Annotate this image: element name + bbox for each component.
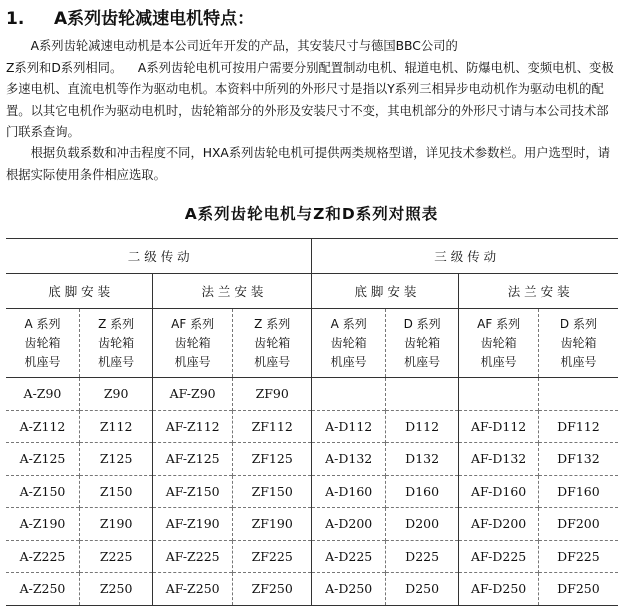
table-cell: Z250 (79, 573, 152, 606)
table-row (6, 443, 618, 476)
table-cell: AF-D250 (459, 573, 539, 606)
table-cell: Z90 (79, 378, 152, 411)
mount-header-row (6, 274, 618, 309)
table-cell: DF225 (538, 540, 618, 573)
three-stage-foot-mount-header: 底 脚 安 装 (312, 274, 459, 309)
table-cell: D225 (385, 540, 458, 573)
table-cell: ZF250 (232, 573, 312, 606)
table-cell: Z125 (79, 443, 152, 476)
table-cell: DF112 (538, 410, 618, 443)
table-cell: DF200 (538, 508, 618, 541)
column-header-8: D 系列 齿轮箱 机座号 (538, 309, 618, 378)
column-header-5: A 系列 齿轮箱 机座号 (312, 309, 385, 378)
table-title: A系列齿轮电机与Z和D系列对照表 (184, 205, 439, 223)
table-cell: AF-Z250 (153, 573, 233, 606)
column-header-2: Z 系列 齿轮箱 机座号 (79, 309, 152, 378)
table-cell: D112 (385, 410, 458, 443)
three-stage-header: 三 级 传 动 (312, 239, 618, 274)
table-cell (385, 378, 458, 411)
table-cell: A-D250 (312, 573, 385, 606)
table-cell: DF250 (538, 573, 618, 606)
intro-paragraph-2: A系列齿轮电机可按用户需要分别配置制动电机、辊道电机、防爆电机、变频电机、变极多速电机、直流电机等作为驱动电机。本资料中所列的外形尺寸是指以Y系列三相异步电动机作为驱动电机的配置。以其它电机作为驱动电机时，齿轮箱部分的外形及安装尺寸不变，其电机部分的外形尺寸请与本公司技术部门联系查询。 (6, 60, 614, 139)
table-row (6, 410, 618, 443)
section-heading (6, 4, 254, 29)
section-title: A系列齿轮减速电机特点： (54, 9, 255, 29)
table-cell: D132 (385, 443, 458, 476)
table-cell: ZF190 (232, 508, 312, 541)
table-cell: A-Z250 (6, 573, 79, 606)
table-cell: AF-Z125 (153, 443, 233, 476)
table-cell: ZF125 (232, 443, 312, 476)
table-cell: Z225 (79, 540, 152, 573)
table-row (6, 540, 618, 573)
table-cell: ZF90 (232, 378, 312, 411)
table-cell: Z112 (79, 410, 152, 443)
table-cell: A-Z225 (6, 540, 79, 573)
table-cell: A-D160 (312, 475, 385, 508)
table-cell: AF-D132 (459, 443, 539, 476)
table-cell: ZF225 (232, 540, 312, 573)
comparison-table (6, 238, 618, 606)
table-cell: ZF112 (232, 410, 312, 443)
table-cell: AF-Z225 (153, 540, 233, 573)
section-number: 1. (6, 9, 25, 29)
table-cell: A-Z150 (6, 475, 79, 508)
table-cell: A-D112 (312, 410, 385, 443)
column-header-6: D 系列 齿轮箱 机座号 (385, 309, 458, 378)
table-cell: A-D132 (312, 443, 385, 476)
column-header-4: Z 系列 齿轮箱 机座号 (232, 309, 312, 378)
table-cell: AF-Z190 (153, 508, 233, 541)
table-cell: D200 (385, 508, 458, 541)
intro-paragraph-1-line-1: A系列齿轮减速电动机是本公司近年开发的产品，其安装尺寸与德国BBC公司的 (30, 39, 458, 53)
table-cell: AF-Z90 (153, 378, 233, 411)
table-cell: A-Z125 (6, 443, 79, 476)
table-cell: AF-D225 (459, 540, 539, 573)
table-row (6, 573, 618, 606)
table-cell (459, 378, 539, 411)
column-header-row (6, 309, 618, 378)
table-cell (538, 378, 618, 411)
intro-paragraph-3: 根据负载系数和冲击程度不同，HXA系列齿轮电机可提供两类规格型谱，详见技术参数栏。用户选型时，请根据实际使用条件相应选取。 (6, 146, 611, 182)
table-cell: DF132 (538, 443, 618, 476)
three-stage-flange-mount-header: 法 兰 安 装 (459, 274, 618, 309)
table-cell: A-D225 (312, 540, 385, 573)
table-cell: D160 (385, 475, 458, 508)
stage-header-row (6, 239, 618, 274)
table-cell: AF-D160 (459, 475, 539, 508)
column-header-1: A 系列 齿轮箱 机座号 (6, 309, 79, 378)
column-header-3: AF 系列 齿轮箱 机座号 (153, 309, 233, 378)
two-stage-flange-mount-header: 法 兰 安 装 (153, 274, 312, 309)
table-cell: DF160 (538, 475, 618, 508)
table-cell: Z190 (79, 508, 152, 541)
table-cell: A-Z90 (6, 378, 79, 411)
intro-paragraph-block (6, 36, 618, 144)
table-cell: AF-D112 (459, 410, 539, 443)
column-header-7: AF 系列 齿轮箱 机座号 (459, 309, 539, 378)
table-cell (312, 378, 385, 411)
two-stage-header: 二 级 传 动 (6, 239, 312, 274)
intro-paragraph-1-line-2 (6, 58, 618, 144)
table-cell: AF-Z150 (153, 475, 233, 508)
table-row (6, 475, 618, 508)
table-cell: D250 (385, 573, 458, 606)
table-cell: Z150 (79, 475, 152, 508)
table-cell: ZF150 (232, 475, 312, 508)
table-cell: AF-Z112 (153, 410, 233, 443)
table-cell: A-Z190 (6, 508, 79, 541)
table-row (6, 378, 618, 411)
table-row (6, 508, 618, 541)
two-stage-foot-mount-header: 底 脚 安 装 (6, 274, 153, 309)
table-cell: A-Z112 (6, 410, 79, 443)
intro-paragraph-3-block (6, 143, 618, 186)
table-cell: AF-D200 (459, 508, 539, 541)
table-cell: A-D200 (312, 508, 385, 541)
intro-paragraph-1-tail: Z系列和D系列相同。 (6, 60, 123, 75)
